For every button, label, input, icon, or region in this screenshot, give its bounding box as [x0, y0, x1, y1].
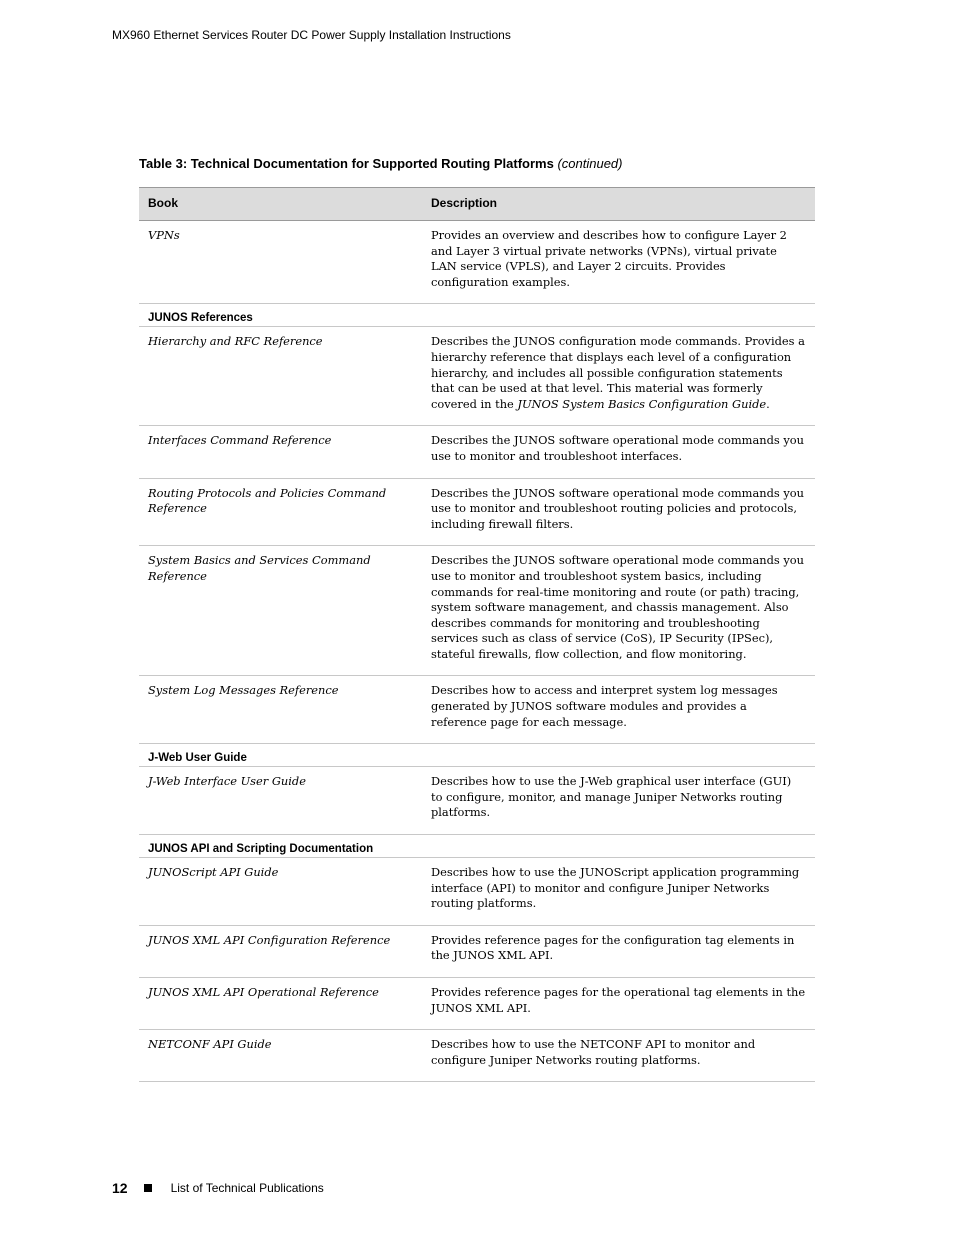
page-footer [112, 1178, 324, 1198]
table-row [139, 546, 815, 676]
table-row [139, 221, 815, 304]
book-title-cell: System Log Messages Reference [139, 676, 422, 744]
description-text: Describes the JUNOS software operational mode commands you use to monitor and troubleshoot interfaces. [431, 433, 804, 463]
book-title-cell: JUNOS XML API Operational Reference [139, 978, 422, 1030]
description-text: Describes the JUNOS software operational mode commands you use to monitor and troubleshoot routing policies and protocols, including firewall filters. [431, 485, 804, 531]
book-title-cell: Routing Protocols and Policies Command Reference [139, 478, 422, 546]
description-book-reference: JUNOS System Basics Configuration Guide [517, 396, 767, 411]
description-cell [422, 858, 815, 926]
description-text: Describes the JUNOS software operational mode commands you use to monitor and troubleshoot system basics, including commands for real-time monitoring and route (or path) tracing, system software management, and chassis management. Also describes commands for monitoring and troubleshooting services such as class of service (CoS), IP Security (IPSec), stateful firewalls, flow collection, and flow monitoring. [431, 553, 804, 661]
description-text: Describes how to use the NETCONF API to monitor and configure Juniper Networks routing platforms. [431, 1037, 756, 1067]
description-text: Describes the JUNOS configuration mode commands. Provides a hierarchy reference that displays each level of a configuration hierarchy, and includes all possible configuration statements that can be used at that level. This material was formerly covered in the [431, 334, 805, 411]
description-cell [422, 1030, 815, 1082]
table-row [139, 1030, 815, 1082]
book-title-cell: Hierarchy and RFC Reference [139, 327, 422, 426]
section-heading: J-Web User Guide [139, 744, 422, 767]
table-row [139, 426, 815, 478]
description-cell [422, 767, 815, 835]
documentation-table [139, 187, 815, 1082]
footer-section-title: List of Technical Publications [170, 1181, 324, 1195]
table-caption-title: Table 3: Technical Documentation for Supported Routing Platforms [139, 156, 554, 171]
book-title-cell: JUNOS XML API Configuration Reference [139, 925, 422, 977]
description-cell [422, 676, 815, 744]
description-cell [422, 327, 815, 426]
section-heading-empty-cell [422, 835, 815, 858]
description-cell [422, 978, 815, 1030]
table-section-row [139, 744, 815, 767]
description-text: Provides reference pages for the configuration tag elements in the JUNOS XML API. [431, 932, 795, 963]
section-heading-empty-cell [422, 744, 815, 767]
description-text: Provides reference pages for the operational tag elements in the JUNOS XML API. [431, 985, 806, 1015]
description-text-end: . [766, 396, 770, 411]
description-cell [422, 426, 815, 478]
table-row [139, 478, 815, 546]
table-body [139, 221, 815, 1082]
running-header: MX960 Ethernet Services Router DC Power Supply Installation Instructions [112, 28, 511, 42]
column-header-book: Book [139, 188, 422, 221]
table-caption-continued: (continued) [557, 156, 623, 171]
description-text: Describes how to use the J-Web graphical user interface (GUI) to configure, monitor, and manage Juniper Networks routing platforms. [431, 774, 792, 820]
description-text: Provides an overview and describes how to configure Layer 2 and Layer 3 virtual private networks (VPNs), virtual private LAN service (VPLS), and Layer 2 circuits. Provides configuration examples. [431, 228, 787, 289]
book-title-cell: JUNOScript API Guide [139, 858, 422, 926]
table-caption [139, 156, 623, 171]
description-cell [422, 546, 815, 676]
table-row [139, 925, 815, 977]
book-title-cell: VPNs [139, 221, 422, 304]
section-heading: JUNOS API and Scripting Documentation [139, 835, 422, 858]
page-number: 12 [112, 1180, 128, 1196]
table-header-row [139, 188, 815, 221]
section-heading: JUNOS References [139, 304, 422, 327]
table-row [139, 767, 815, 835]
book-title-cell: NETCONF API Guide [139, 1030, 422, 1082]
description-cell [422, 221, 815, 304]
description-text: Describes how to access and interpret system log messages generated by JUNOS software modules and provides a reference page for each message. [431, 683, 778, 729]
table-row [139, 858, 815, 926]
description-text: Describes how to use the JUNOScript application programming interface (API) to monitor and configure Juniper Networks routing platforms. [431, 865, 800, 911]
square-bullet-icon [144, 1184, 152, 1192]
table-row [139, 978, 815, 1030]
table-section-row [139, 835, 815, 858]
column-header-description: Description [422, 188, 815, 221]
book-title-cell: Interfaces Command Reference [139, 426, 422, 478]
table-section-row [139, 304, 815, 327]
description-cell [422, 478, 815, 546]
table-row [139, 676, 815, 744]
section-heading-empty-cell [422, 304, 815, 327]
book-title-cell: J-Web Interface User Guide [139, 767, 422, 835]
description-cell [422, 925, 815, 977]
table-row [139, 327, 815, 426]
book-title-cell: System Basics and Services Command Reference [139, 546, 422, 676]
